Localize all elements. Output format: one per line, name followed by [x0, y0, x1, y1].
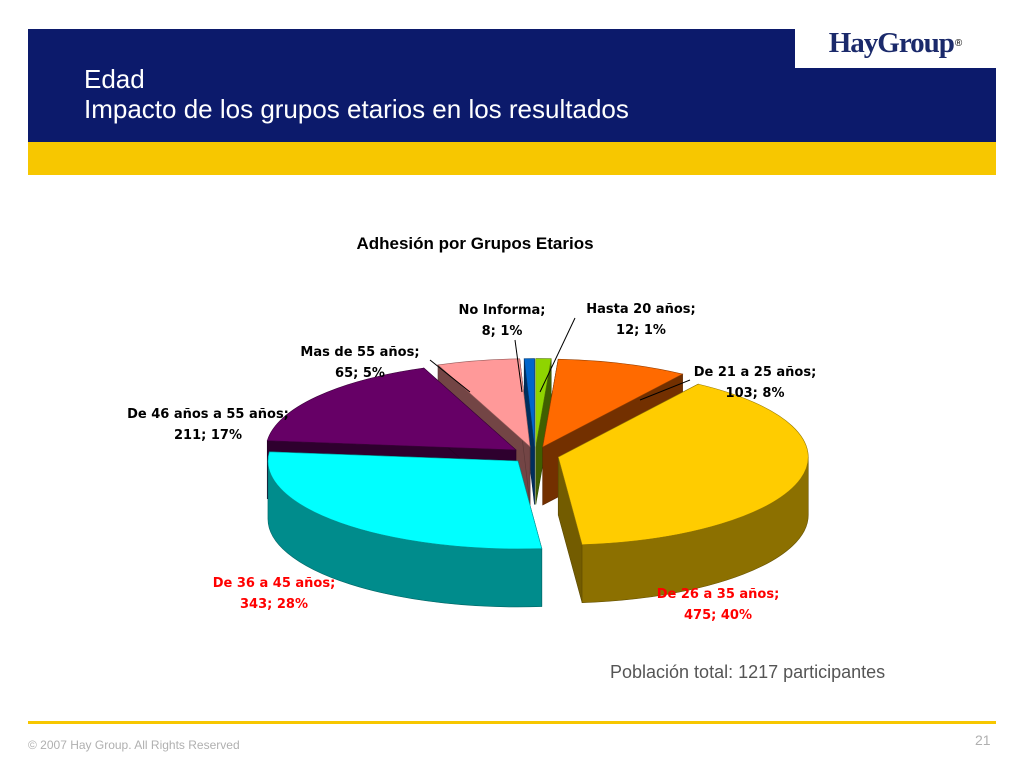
slice-label-name: Mas de 55 años;: [300, 345, 420, 360]
slice-label: [127, 407, 289, 443]
footer-divider: [28, 721, 996, 724]
slice-label: [586, 302, 695, 338]
slice-label-name: De 36 a 45 años;: [212, 576, 336, 591]
slice-label-value: 211; 17%: [174, 428, 242, 443]
title-line-2: Impacto de los grupos etarios en los resultados: [84, 94, 629, 124]
page-number: 21: [975, 732, 991, 748]
logo-registered-mark: ®: [954, 37, 963, 49]
slice-label-value: 103; 8%: [725, 386, 785, 401]
slice-label: [459, 303, 546, 339]
slice-label: [657, 587, 780, 623]
slice-label-value: 475; 40%: [684, 608, 752, 623]
slice-label-name: Hasta 20 años;: [586, 302, 696, 317]
copyright-text: © 2007 Hay Group. All Rights Reserved: [28, 738, 240, 752]
slice-label-value: 8; 1%: [481, 324, 523, 339]
logo-text: HayGroup: [828, 26, 954, 59]
slice-label-value: 12; 1%: [616, 323, 666, 338]
slice-label: [213, 576, 336, 612]
slice-label-value: 343; 28%: [240, 597, 308, 612]
slice-label-name: De 46 años a 55 años;: [127, 407, 289, 422]
slice-label-value: 65; 5%: [335, 366, 385, 381]
title-line-1: Edad: [84, 64, 145, 94]
slice-label-name: De 21 a 25 años;: [693, 365, 817, 380]
chart-title: Adhesión por Grupos Etarios: [356, 234, 594, 253]
slice-label-name: No Informa;: [458, 303, 546, 318]
population-note: Población total: 1217 participantes: [610, 662, 886, 682]
slice-label-name: De 26 a 35 años;: [656, 587, 780, 602]
